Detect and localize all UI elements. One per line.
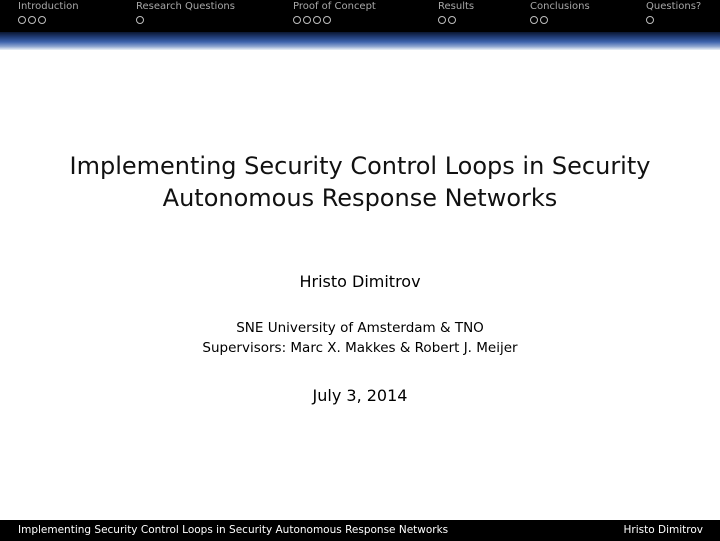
presentation-date: July 3, 2014 bbox=[312, 386, 408, 405]
frame-dot[interactable] bbox=[38, 16, 46, 24]
title-line-1: Implementing Security Control Loops in Security bbox=[69, 152, 651, 180]
frame-dot[interactable] bbox=[313, 16, 321, 24]
frame-dot[interactable] bbox=[18, 16, 26, 24]
nav-section-introduction[interactable]: Introduction bbox=[18, 1, 79, 12]
nav-section-proof-of-concept[interactable]: Proof of Concept bbox=[293, 1, 376, 12]
frame-dot[interactable] bbox=[438, 16, 446, 24]
nav-dots-research-questions[interactable] bbox=[136, 16, 144, 26]
frame-dot[interactable] bbox=[530, 16, 538, 24]
footer-bar bbox=[0, 520, 720, 541]
nav-section-questions[interactable]: Questions? bbox=[646, 1, 702, 12]
institute-line: SNE University of Amsterdam & TNO bbox=[236, 320, 484, 336]
frame-dot[interactable] bbox=[540, 16, 548, 24]
nav-dots-questions[interactable] bbox=[646, 16, 654, 26]
presentation-title bbox=[40, 150, 680, 214]
nav-dots-results[interactable] bbox=[438, 16, 456, 26]
nav-section-research-questions[interactable]: Research Questions bbox=[136, 1, 235, 12]
frame-dot[interactable] bbox=[323, 16, 331, 24]
nav-section-conclusions[interactable]: Conclusions bbox=[530, 1, 590, 12]
nav-dots-conclusions[interactable] bbox=[530, 16, 548, 26]
frame-dot[interactable] bbox=[646, 16, 654, 24]
footer-title: Implementing Security Control Loops in Security Autonomous Response Networks bbox=[18, 524, 449, 536]
frame-dot[interactable] bbox=[293, 16, 301, 24]
author-name: Hristo Dimitrov bbox=[299, 272, 421, 291]
nav-dots-proof-of-concept[interactable] bbox=[293, 16, 331, 26]
frame-dot[interactable] bbox=[136, 16, 144, 24]
frame-dot[interactable] bbox=[303, 16, 311, 24]
institute-block bbox=[0, 318, 720, 358]
section-navigation-bar bbox=[0, 0, 720, 32]
frame-dot[interactable] bbox=[28, 16, 36, 24]
footer-author: Hristo Dimitrov bbox=[623, 524, 703, 536]
frame-dot[interactable] bbox=[448, 16, 456, 24]
header-gradient-band bbox=[0, 32, 720, 50]
nav-dots-introduction[interactable] bbox=[18, 16, 46, 26]
title-line-2: Autonomous Response Networks bbox=[162, 184, 558, 212]
supervisors-line: Supervisors: Marc X. Makkes & Robert J. Meijer bbox=[202, 340, 518, 356]
nav-section-results[interactable]: Results bbox=[438, 1, 475, 12]
